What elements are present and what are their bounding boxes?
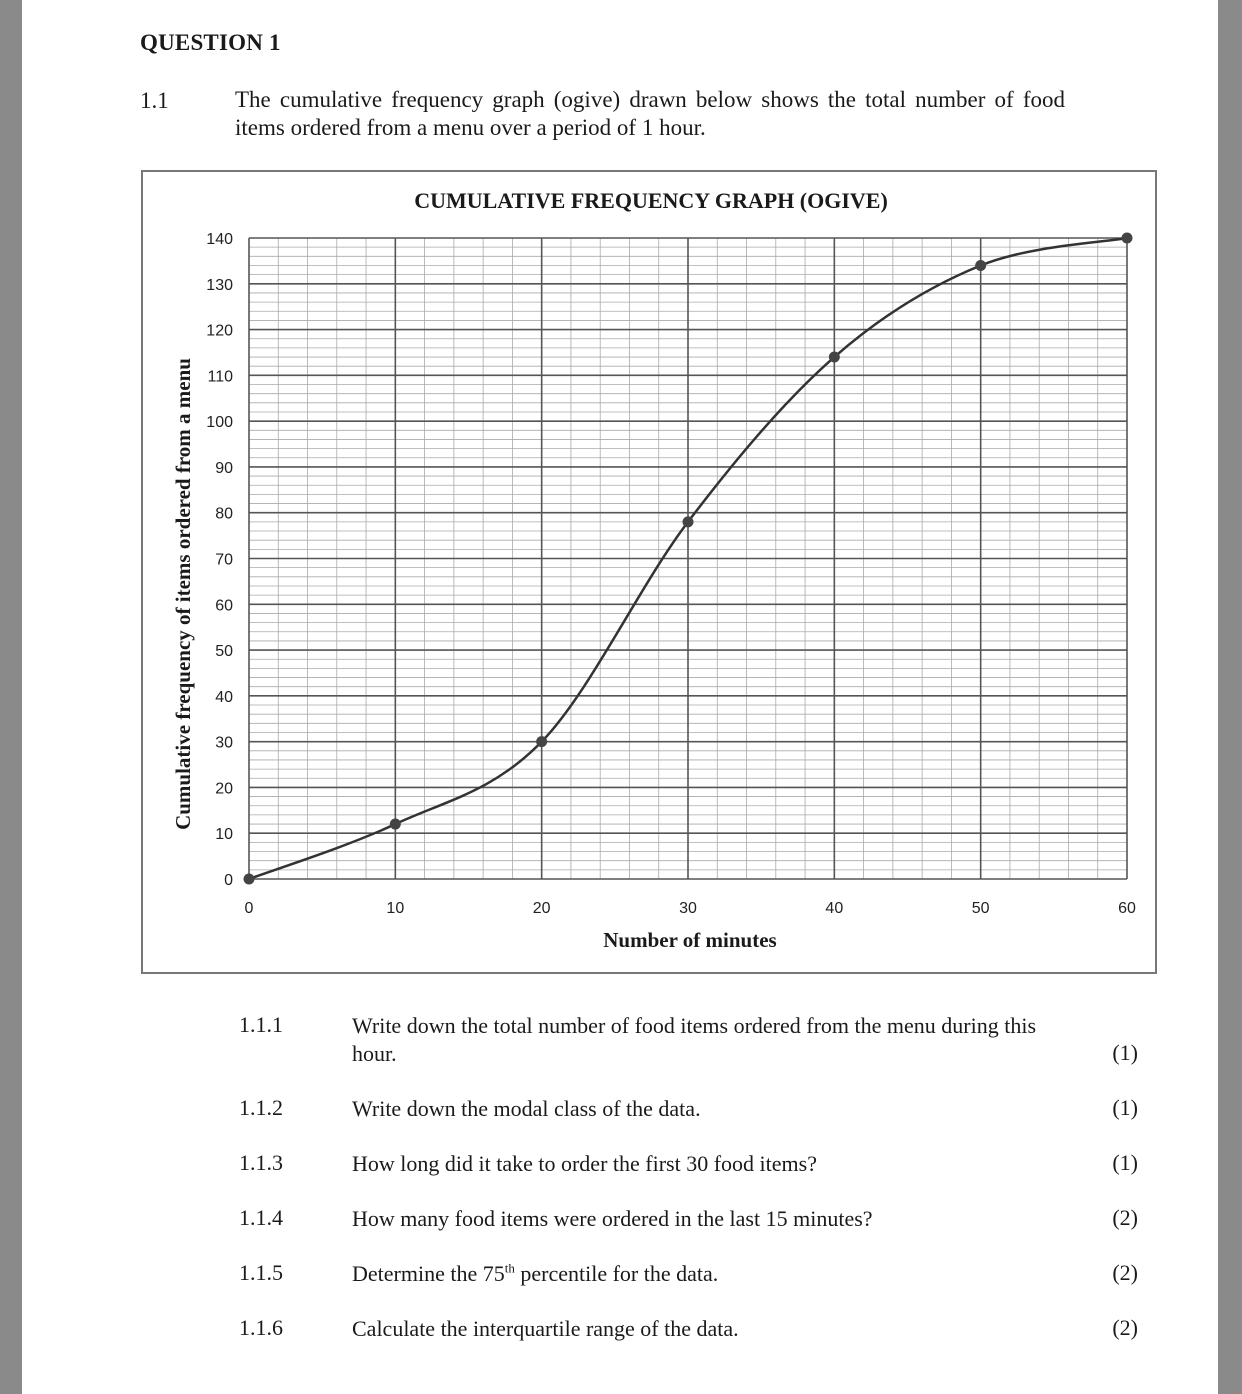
x-tick-label: 20	[532, 900, 551, 917]
y-tick-label: 70	[215, 551, 233, 569]
x-tick-label: 10	[386, 900, 405, 917]
data-point	[683, 516, 694, 527]
question-heading: QUESTION 1	[140, 30, 281, 55]
x-axis-label: Number of minutes	[603, 928, 777, 952]
sub-question-marks: (1)	[1112, 1095, 1138, 1120]
sub-question-number: 1.1.4	[239, 1205, 283, 1230]
x-tick-label: 50	[971, 900, 990, 917]
data-point	[975, 260, 986, 271]
sub-question-text: Write down the total number of food items ordered from the menu during this hour.	[352, 1013, 1037, 1066]
sub-question-number: 1.1.6	[239, 1315, 283, 1340]
data-point	[1122, 233, 1133, 244]
question-text: The cumulative frequency graph (ogive) drawn below shows the total number of food items ordered from a menu over a period of 1 hour.	[235, 87, 1065, 140]
y-tick-label: 60	[215, 597, 233, 615]
sub-question-number: 1.1.5	[239, 1260, 283, 1285]
y-tick-label: 120	[206, 322, 233, 340]
x-axis-tick-labels	[245, 900, 1136, 917]
y-tick-label: 50	[215, 643, 233, 661]
x-tick-label: 60	[1118, 900, 1136, 917]
y-axis-label: Cumulative frequency of items ordered from a menu	[171, 358, 195, 830]
sub-question-text: Calculate the interquartile range of the data.	[352, 1316, 739, 1341]
sub-question-text-before: Determine the 75	[352, 1261, 505, 1286]
question-number: 1.1	[140, 88, 169, 113]
sub-question-1-1-5	[22, 1260, 1218, 1320]
y-tick-label: 20	[215, 780, 233, 798]
y-tick-label: 80	[215, 505, 233, 523]
sub-question-text: How long did it take to order the first 30 food items?	[352, 1151, 817, 1176]
y-tick-label: 90	[215, 459, 233, 477]
chart-title: CUMULATIVE FREQUENCY GRAPH (OGIVE)	[414, 188, 888, 213]
sub-question-number: 1.1.1	[239, 1012, 283, 1037]
y-tick-label: 30	[215, 734, 233, 752]
y-tick-label: 0	[224, 872, 233, 889]
y-tick-label: 10	[215, 826, 233, 844]
x-tick-label: 30	[679, 900, 697, 917]
sub-question-1-1-4	[22, 1205, 1218, 1265]
sub-question-text	[352, 1260, 1082, 1288]
sub-question-marks: (1)	[1112, 1040, 1138, 1065]
y-tick-label: 140	[206, 231, 233, 248]
sub-question-text: Write down the modal class of the data.	[352, 1096, 701, 1121]
y-tick-label: 110	[207, 368, 233, 386]
y-tick-label: 100	[206, 414, 233, 432]
sub-question-number: 1.1.3	[239, 1150, 283, 1175]
sub-question-text: How many food items were ordered in the last 15 minutes?	[352, 1206, 873, 1231]
data-point	[390, 819, 401, 830]
y-tick-label: 130	[206, 276, 233, 294]
ordinal-superscript: th	[504, 1260, 515, 1276]
sub-question-marks: (2)	[1112, 1315, 1138, 1340]
sub-question-1-1-6	[22, 1315, 1218, 1375]
sub-question-marks: (1)	[1112, 1150, 1138, 1175]
ogive-chart-svg	[143, 172, 1155, 972]
document-page	[22, 0, 1218, 1394]
sub-question-number: 1.1.2	[239, 1095, 283, 1120]
sub-question-text-after: percentile for the data.	[514, 1261, 719, 1286]
y-tick-label: 40	[215, 688, 233, 706]
x-tick-label: 0	[244, 900, 254, 917]
sub-question-marks: (2)	[1112, 1260, 1138, 1285]
sub-question-1-1-2	[22, 1095, 1218, 1155]
sub-question-1-1-1	[22, 1012, 1218, 1072]
data-point	[536, 736, 547, 747]
ogive-chart	[141, 170, 1157, 974]
data-point	[829, 352, 840, 363]
data-point	[244, 874, 255, 885]
sub-question-marks: (2)	[1112, 1205, 1138, 1230]
y-axis-tick-labels	[206, 231, 233, 889]
grid-major-lines	[249, 238, 1127, 879]
x-tick-label: 40	[825, 900, 844, 917]
sub-question-1-1-3	[22, 1150, 1218, 1210]
